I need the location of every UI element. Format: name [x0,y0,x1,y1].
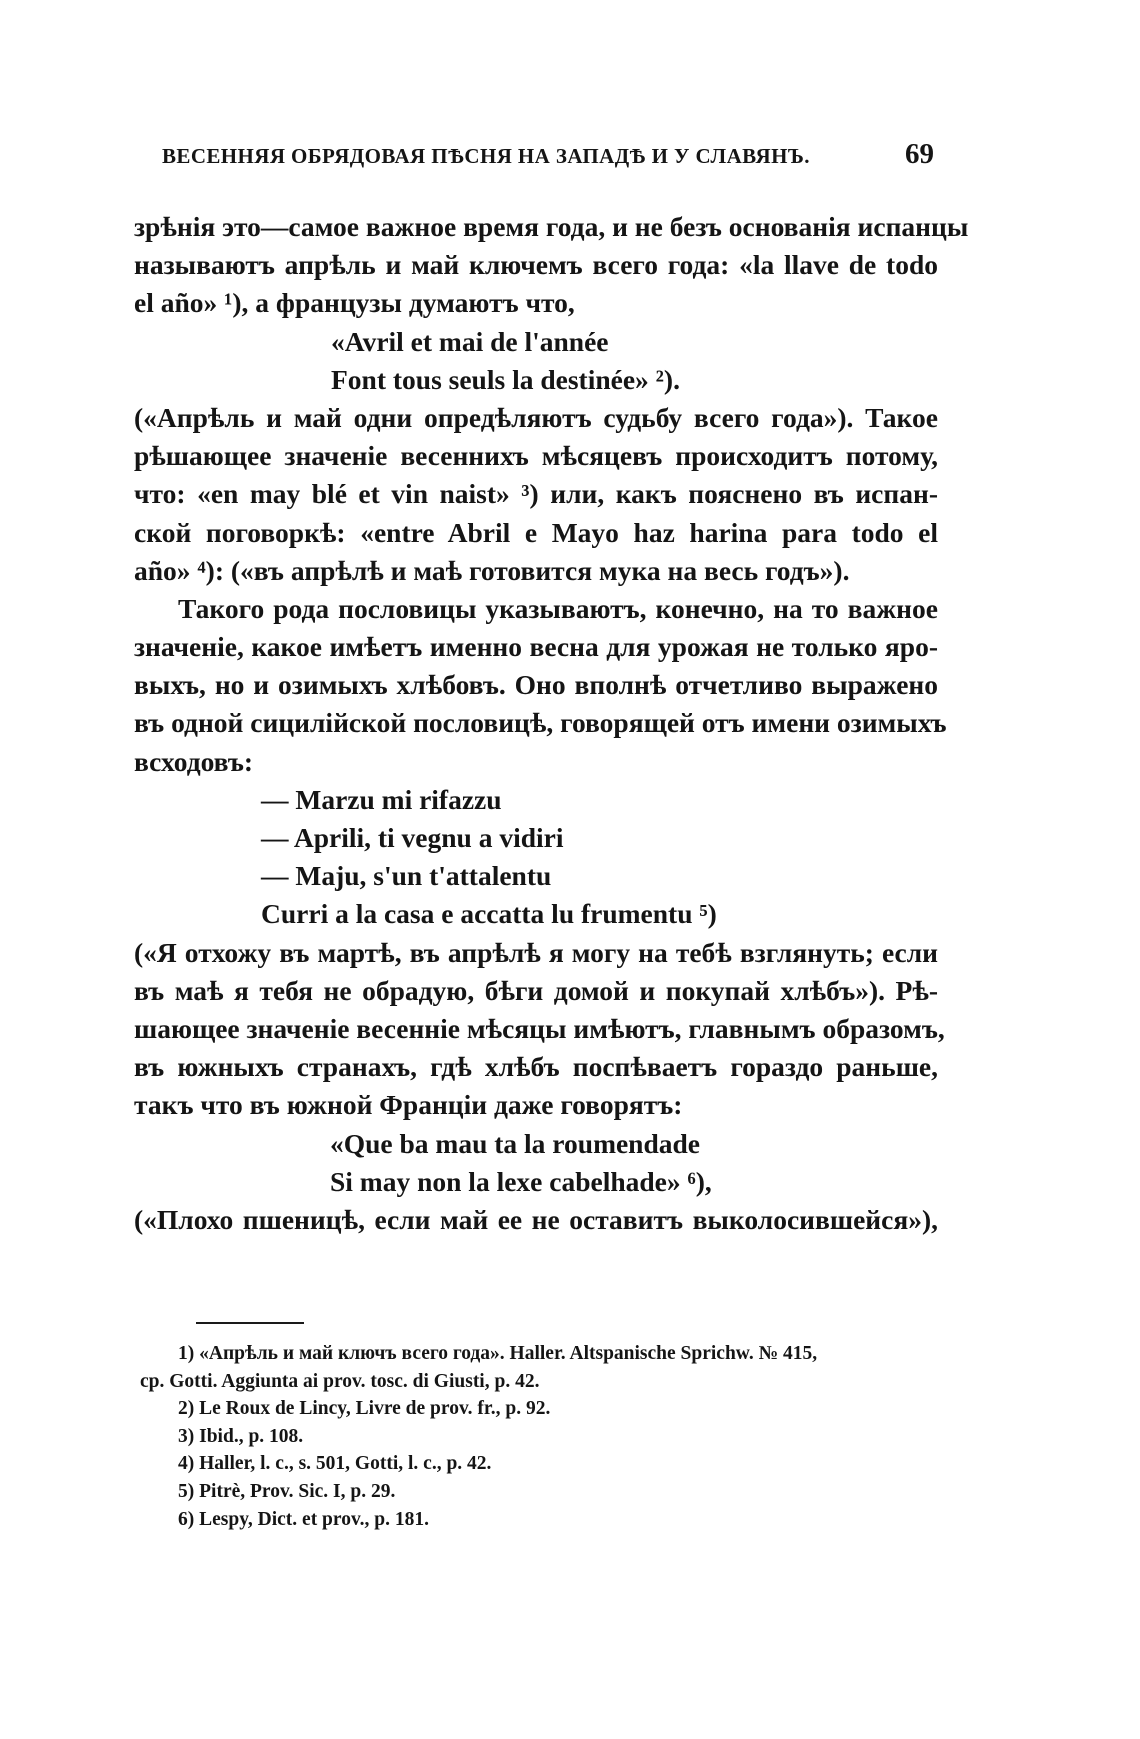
text-line: въ южныхъ странахъ, гдѣ хлѣбъ поспѣваетъ гораздо раньше, [134,1051,938,1083]
footnote-line: 4) Haller, l. c., s. 501, Gotti, l. c., p. 42. [178,1453,492,1475]
footnote-line: 5) Pitrè, Prov. Sic. I, p. 29. [178,1480,396,1502]
footnote-line: 2) Le Roux de Lincy, Livre de prov. fr., p. 92. [178,1398,551,1420]
verse-line: — Maju, s'un t'attalentu [261,860,552,892]
page-header [162,138,942,178]
footnote-line: ср. Gotti. Aggiunta ai prov. tosc. di Giusti, p. 42. [140,1370,540,1392]
text-line: выхъ, но и озимыхъ хлѣбовъ. Оно вполнѣ отчетливо выражено [134,669,938,701]
verse-line: «Avril et mai de l'année [331,325,609,357]
verse-line: Font tous seuls la destinée» ²). [331,363,680,395]
text-line: рѣшающее значеніе весеннихъ мѣсяцевъ происходитъ потому, [134,440,938,472]
text-line: такъ что въ южной Франціи даже говорятъ: [134,1089,683,1121]
text-line: («Апрѣль и май одни опредѣляютъ судьбу всего года»). Такое [134,401,938,433]
text-line: зрѣнія это—самое важное время года, и не безъ основанія испанцы [134,211,969,242]
text-line: («Я отхожу въ мартѣ, въ апрѣлѣ я могу на тебѣ взглянуть; если [134,936,938,968]
verse-line: Si may non la lexe cabelhade» ⁶), [330,1165,712,1197]
footnote-divider [196,1322,304,1324]
text-line: всходовъ: [134,745,254,777]
text-line: ской поговоркѣ: «entre Abril e Mayo haz harina para todo el [134,516,938,548]
footnote-line: 1) «Апрѣль и май ключъ всего года». Haller. Altspanische Sprichw. № 415, [178,1343,818,1364]
text-line: («Плохо пшеницѣ, если май ее не оставитъ выколосившейся»), [134,1203,938,1235]
text-line: значеніе, какое имѣетъ именно весна для урожая не только яро- [134,631,938,663]
footnote-line: 3) Ibid., p. 108. [178,1425,304,1447]
verse-line: — Marzu mi rifazzu [261,783,502,815]
text-line: что: «en may blé et vin naist» ³) или, какъ пояснено въ испан- [134,478,938,510]
footnotes [140,1322,940,1533]
text-line: называютъ апрѣль и май ключемъ всего года: «la llave de todo [134,249,938,281]
text-line: el año» ¹), а французы думаютъ что, [134,287,575,319]
text-line: въ одной сицилійской пословицѣ, говорящей отъ имени озимыхъ [134,707,947,739]
verse-line: «Que ba mau ta la roumendade [330,1127,701,1159]
text-line: въ маѣ я тебя не обрадую, бѣги домой и покупай хлѣбъ»). Рѣ- [134,974,938,1006]
verse-line: Curri a la casa e accatta lu frumentu ⁵) [261,898,717,930]
running-title: ВЕСЕННЯЯ ОБРЯДОВАЯ ПѢСНЯ НА ЗАПАДѢ И У СЛАВЯНЪ. [162,144,810,168]
verse-line: — Aprili, ti vegnu a vidiri [261,822,564,853]
main-text [134,208,969,1239]
page-number: 69 [905,138,934,170]
footnote-line: 6) Lespy, Dict. et prov., p. 181. [178,1508,429,1530]
text-line: año» ⁴): («въ апрѣлѣ и маѣ готовится мука на весь годъ»). [134,554,850,586]
text-line: шающее значеніе весенніе мѣсяцы имѣютъ, главнымъ образомъ, [134,1012,945,1044]
text-line: Такого рода пословицы указываютъ, конечно, на то важное [178,592,938,624]
